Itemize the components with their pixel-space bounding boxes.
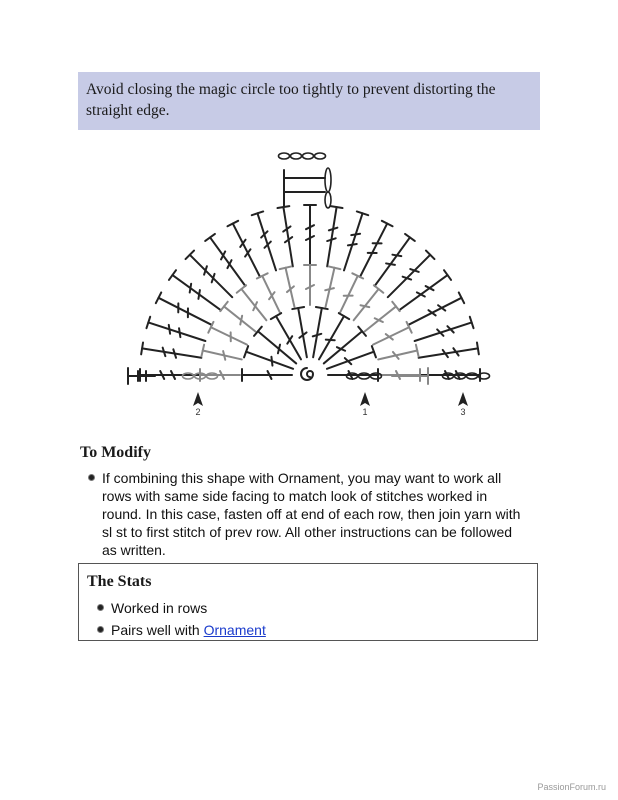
modify-list bbox=[84, 469, 524, 559]
stitch-mark bbox=[375, 237, 410, 286]
stitch-mark bbox=[241, 289, 266, 320]
stitch-mark bbox=[313, 308, 322, 357]
chain-mark bbox=[315, 153, 326, 159]
stitch-mark bbox=[415, 322, 472, 341]
stitch-mark bbox=[365, 306, 396, 331]
stats-title: The Stats bbox=[87, 573, 152, 590]
bullet-icon bbox=[97, 604, 104, 611]
stitch-mark bbox=[211, 327, 247, 344]
chain-mark bbox=[279, 153, 290, 159]
stitch-mark bbox=[233, 224, 260, 277]
stats-box bbox=[78, 563, 538, 641]
stitch-mark bbox=[319, 316, 344, 359]
stitch-mark bbox=[373, 327, 409, 344]
svg-text:2: 2 bbox=[195, 407, 201, 417]
chain-mark bbox=[325, 192, 331, 208]
stitch-mark bbox=[408, 298, 461, 325]
stitch-mark bbox=[148, 322, 205, 341]
crochet-diagram bbox=[110, 148, 510, 428]
stitch-mark bbox=[203, 351, 242, 360]
stitch-mark bbox=[344, 213, 363, 270]
list-item: If combining this shape with Ornament, you may want to work all rows with same side facing to match look of stitches worked in round. In this case, fasten off at end of each row, then join yarn with sl st to first stitch of prev row. All other instructions can be followed as written. bbox=[84, 469, 524, 559]
stitch-mark bbox=[388, 255, 430, 297]
to-modify-heading: To Modify bbox=[80, 444, 151, 461]
tip-box bbox=[78, 72, 540, 130]
bullet-icon bbox=[88, 474, 95, 481]
stitch-mark bbox=[340, 276, 357, 312]
ornament-link[interactable]: Ornament bbox=[203, 622, 266, 638]
marker-2 bbox=[193, 392, 203, 417]
watermark: PassionForum.ru bbox=[537, 782, 606, 792]
bullet-icon bbox=[97, 626, 104, 633]
stitch-mark bbox=[326, 268, 335, 307]
stitch-mark bbox=[159, 298, 212, 325]
marker-1 bbox=[360, 392, 370, 417]
svg-text:1: 1 bbox=[362, 407, 368, 417]
stitch-mark bbox=[360, 224, 387, 277]
stats-list bbox=[93, 599, 266, 643]
stitch-mark bbox=[262, 276, 279, 312]
svg-text:3: 3 bbox=[460, 407, 466, 417]
list-item: Worked in rows bbox=[93, 599, 266, 617]
magic-ring-mark bbox=[301, 368, 313, 380]
stitch-mark bbox=[190, 255, 232, 297]
stitch-mark bbox=[327, 207, 336, 266]
stitch-mark bbox=[210, 237, 245, 286]
stitch-mark bbox=[172, 275, 221, 310]
stitch-mark bbox=[276, 316, 301, 359]
stitch-mark bbox=[399, 275, 448, 310]
stitch-mark bbox=[224, 306, 255, 331]
stitch-mark bbox=[354, 289, 379, 320]
marker-3 bbox=[458, 392, 468, 417]
list-item: Pairs well with Ornament bbox=[93, 621, 266, 639]
tip-text: Avoid closing the magic circle too tightly to prevent distorting the straight edge. bbox=[86, 81, 496, 119]
chain-mark bbox=[291, 153, 302, 159]
chain-mark bbox=[325, 168, 331, 192]
stitch-mark bbox=[142, 348, 201, 357]
chain-mark bbox=[303, 153, 314, 159]
stitch-mark bbox=[257, 213, 276, 270]
